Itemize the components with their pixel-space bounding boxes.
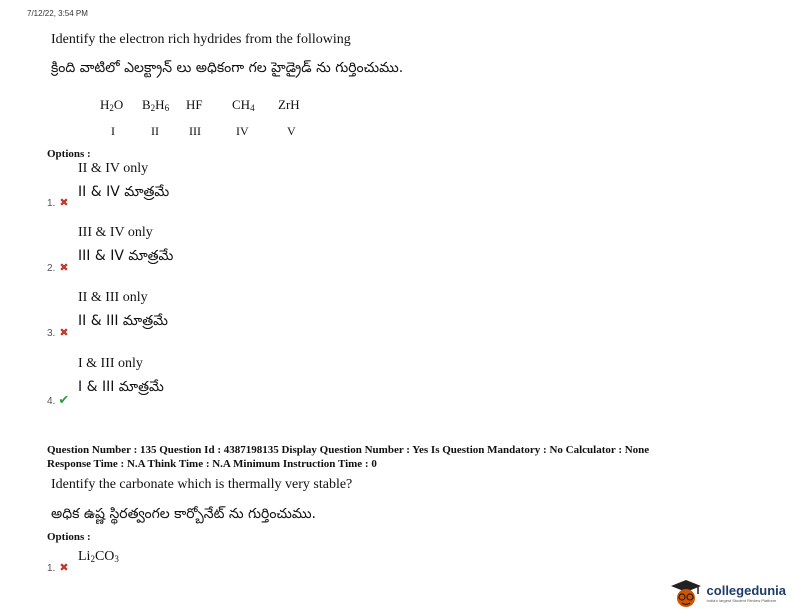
- option-text-en: I & III only: [78, 356, 143, 371]
- option-number: 3. ✖: [47, 327, 69, 339]
- options-label: Options :: [47, 148, 91, 160]
- timestamp: 7/12/22, 3:54 PM: [27, 9, 88, 18]
- option-number: 2. ✖: [47, 262, 69, 274]
- option-text-en: II & IV only: [78, 161, 149, 176]
- graduate-mascot-icon: [668, 578, 704, 608]
- compound-roman: III: [189, 124, 201, 138]
- logo-name: collegedunia: [706, 583, 786, 598]
- question-text-te: క్రింది వాటిలో ఎలక్ట్రాన్ లు అధికంగా గల హైడ్రైడ్ ను గుర్తించుము.: [51, 60, 404, 76]
- compound-formula: $B_2H_6$: [142, 97, 170, 113]
- question-meta: Response Time : N.A Think Time : N.A Minimum Instruction Time : 0: [47, 458, 377, 470]
- option-number: 4. ✔: [47, 392, 70, 407]
- compound-roman: V: [287, 124, 296, 138]
- option-text-te: III & IV మాత్రమే: [78, 248, 174, 264]
- option-text-en: $Li_2CO_3$: [78, 549, 119, 564]
- question-meta: Question Number : 135 Question Id : 4387198135 Display Question Number : Yes Is Question Mandatory : No Calculator : None: [47, 444, 650, 456]
- compound-formula: HF: [186, 97, 203, 112]
- checkmark-icon: ✔: [58, 392, 70, 407]
- option-number: 1. ✖: [47, 197, 69, 209]
- option-text-te: II & III మాత్రమే: [78, 313, 168, 329]
- cross-icon: ✖: [59, 262, 69, 274]
- question-text-en: Identify the electron rich hydrides from the following: [51, 32, 351, 47]
- compound-formula: ZrH: [278, 97, 300, 112]
- option-text-en: III & IV only: [78, 225, 153, 240]
- options-label: Options :: [47, 531, 91, 543]
- compound-roman: IV: [236, 124, 249, 138]
- option-text-te: II & IV మాత్రమే: [78, 184, 170, 200]
- question-text-te: అధిక ఉష్ణ స్థిరత్వంగల కార్బోనేట్ ను గుర్తించుము.: [51, 506, 317, 522]
- option-number: 1. ✖: [47, 562, 69, 574]
- compound-roman: I: [111, 124, 115, 138]
- compound-formula: $H_2O$: [100, 97, 124, 113]
- compound-formula: $CH_4$: [232, 97, 255, 113]
- compound-roman: II: [151, 124, 159, 138]
- question-text-en: Identify the carbonate which is thermally very stable?: [51, 477, 353, 492]
- logo-tagline: India's largest Student Review Platform: [706, 598, 777, 603]
- cross-icon: ✖: [59, 562, 69, 574]
- option-text-en: II & III only: [78, 290, 148, 305]
- collegedunia-logo: [668, 578, 786, 608]
- option-text-te: I & III మాత్రమే: [78, 379, 164, 395]
- cross-icon: ✖: [59, 197, 69, 209]
- cross-icon: ✖: [59, 327, 69, 339]
